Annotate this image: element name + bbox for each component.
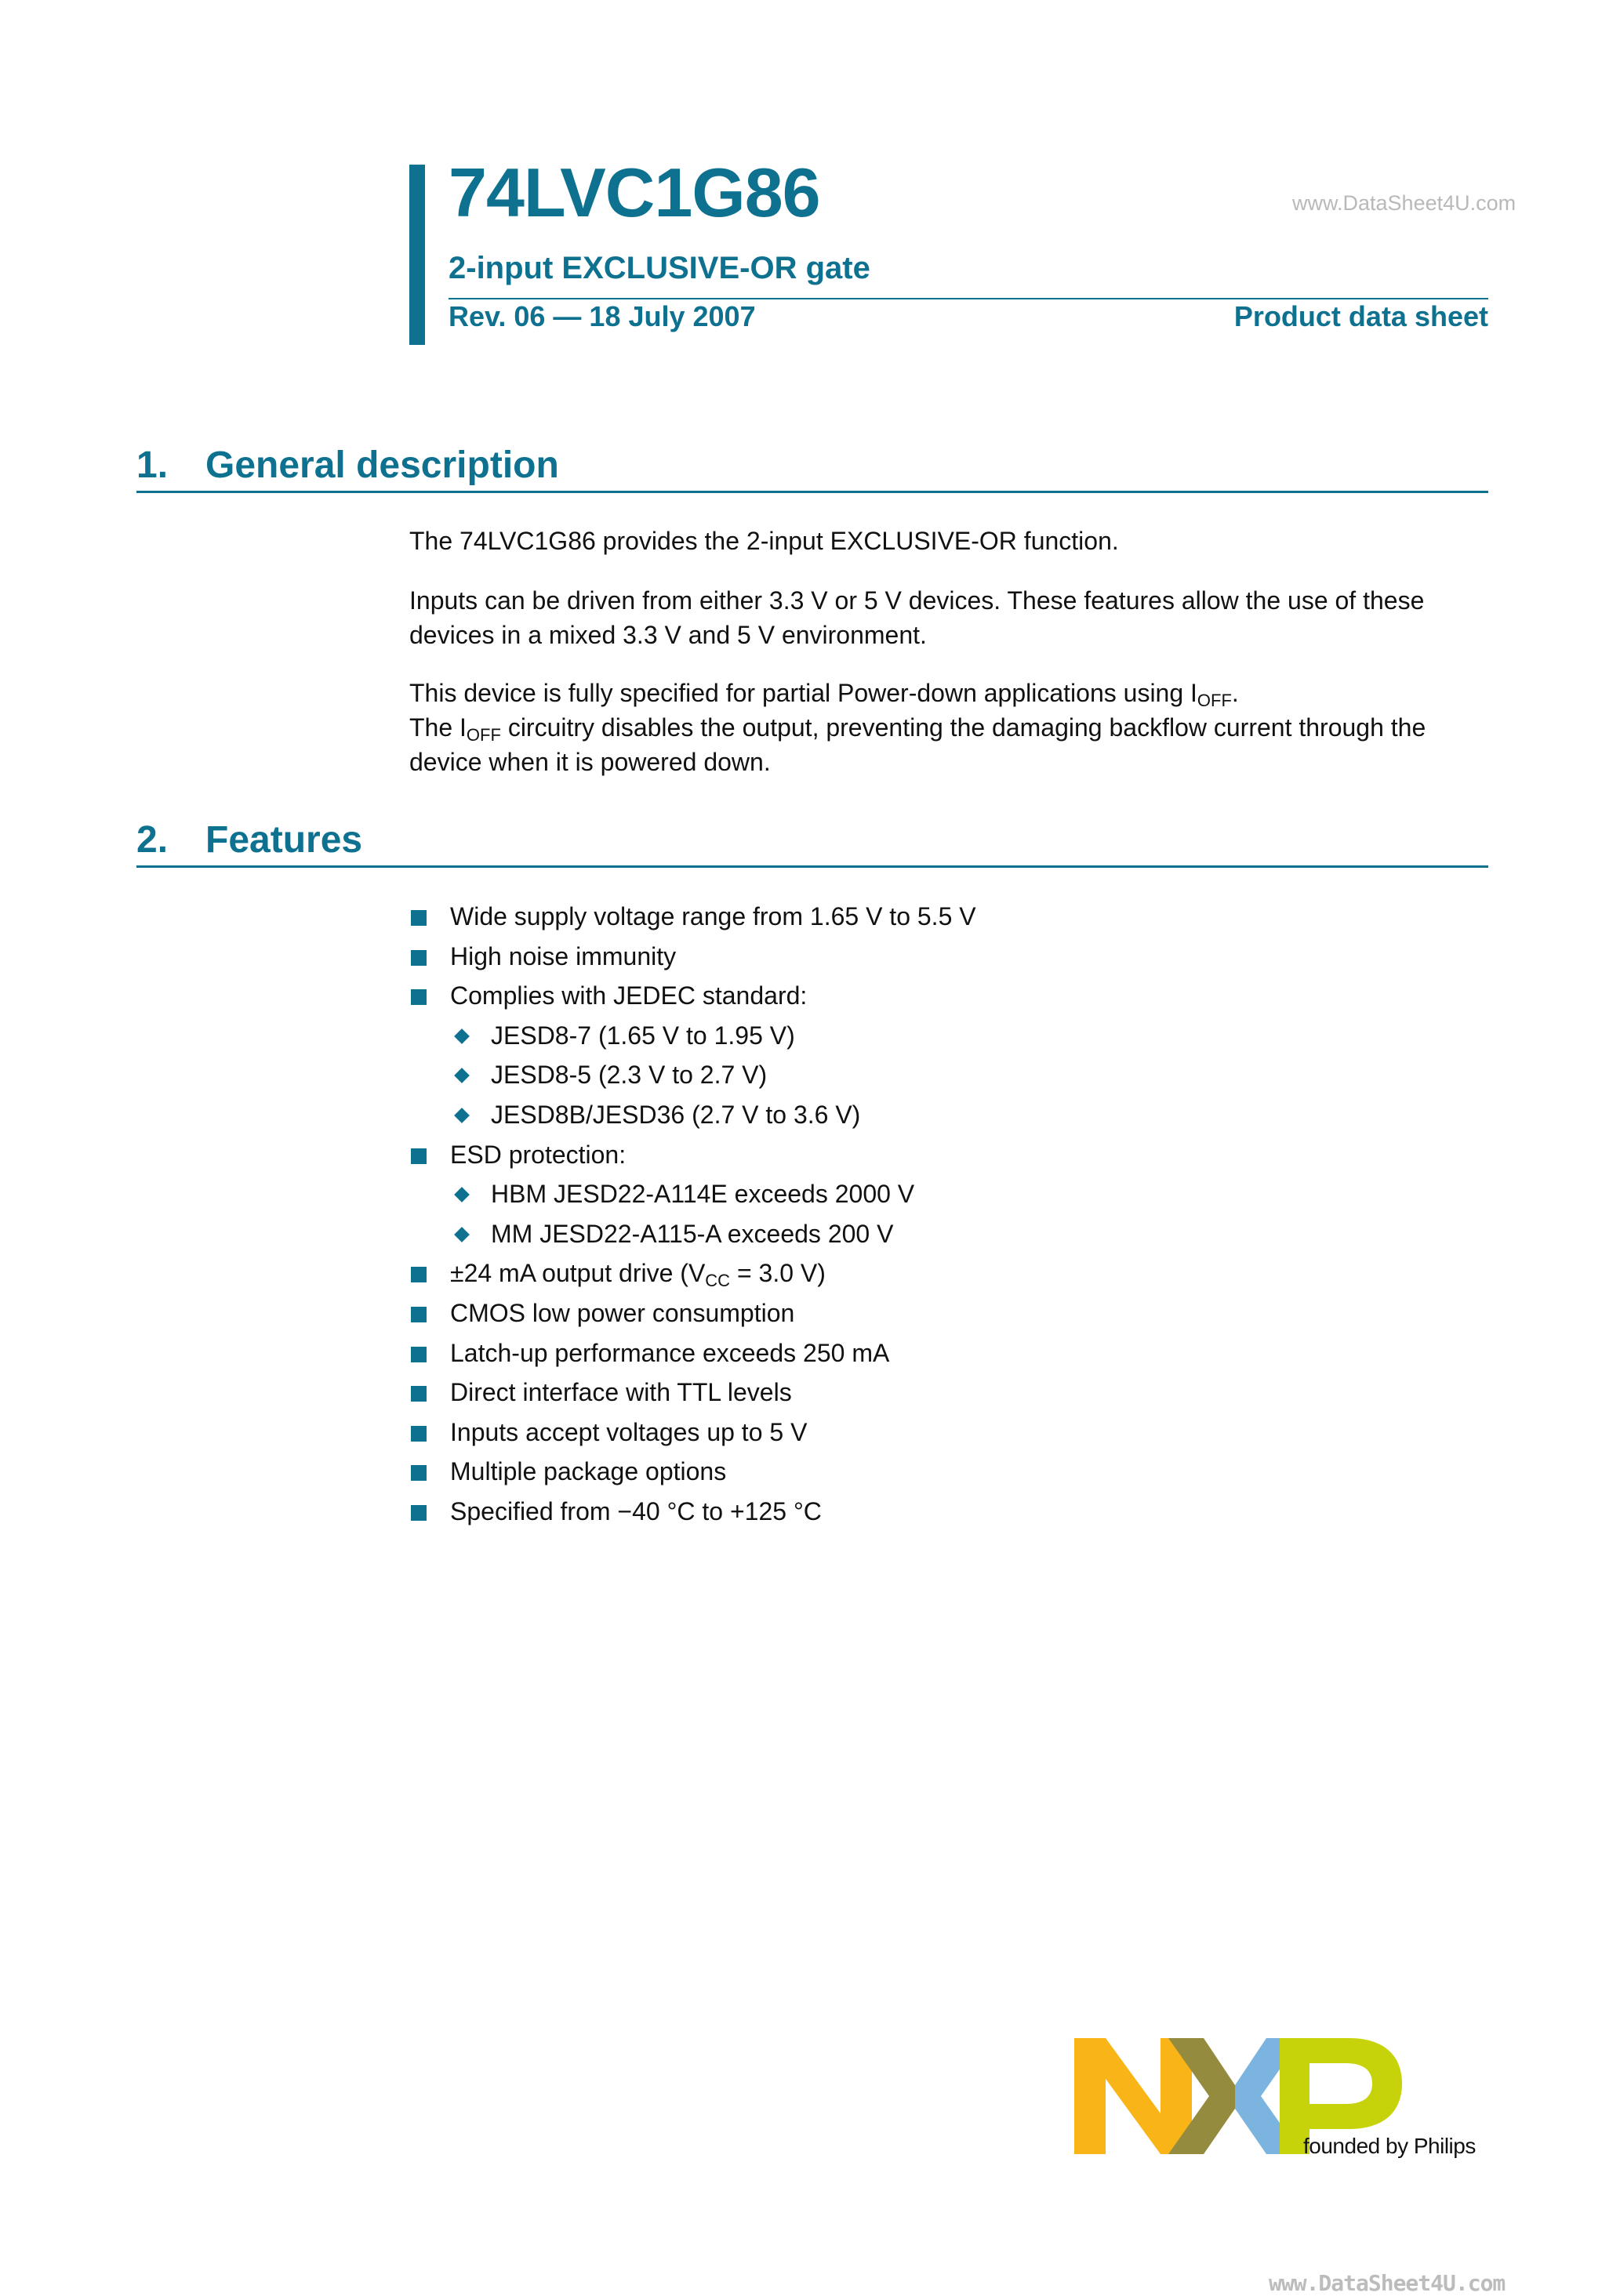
square-bullet-icon xyxy=(411,1347,427,1362)
square-bullet-icon xyxy=(411,989,427,1005)
section-title: Features xyxy=(205,819,363,861)
section-number: 1. xyxy=(136,444,169,486)
section-heading-features xyxy=(136,815,1488,868)
section-number: 2. xyxy=(136,819,169,861)
list-item-text: MM JESD22-A115-A exceeds 200 V xyxy=(491,1219,894,1248)
square-bullet-icon xyxy=(411,1148,427,1164)
list-item-text xyxy=(450,1253,826,1293)
list-item xyxy=(409,1333,1491,1373)
square-bullet-icon xyxy=(411,1465,427,1481)
sub-list-item xyxy=(409,1055,1491,1095)
watermark-bottom: www.DataSheet4U.com xyxy=(1269,2270,1506,2296)
paragraph: Inputs can be driven from either 3.3 V or 5 V devices. These features allow the use of these devices in a mixed 3.3 V and 5 V environment. xyxy=(409,586,1425,649)
square-bullet-icon xyxy=(411,1505,427,1521)
list-item xyxy=(409,1492,1491,1532)
square-bullet-icon xyxy=(411,1267,427,1282)
document-title: 74LVC1G86 xyxy=(449,154,820,231)
list-item xyxy=(409,1413,1491,1453)
features-list xyxy=(409,897,1491,1532)
diamond-bullet-icon xyxy=(454,1028,470,1044)
list-item-text: Specified from −40 °C to +125 °C xyxy=(450,1496,822,1525)
square-bullet-icon xyxy=(411,1426,427,1442)
list-item xyxy=(409,976,1491,1016)
list-item-text: JESD8-7 (1.65 V to 1.95 V) xyxy=(491,1021,795,1050)
list-item-text: ESD protection: xyxy=(450,1140,627,1169)
list-item-text: Multiple package options xyxy=(450,1457,727,1486)
text-run: ±24 mA output drive (V xyxy=(450,1259,706,1288)
document-subtitle: 2-input EXCLUSIVE-OR gate xyxy=(449,251,870,285)
list-item-text: High noise immunity xyxy=(450,941,677,970)
list-item-text: Latch-up performance exceeds 250 mA xyxy=(450,1338,890,1367)
section-title: General description xyxy=(205,444,559,486)
square-bullet-icon xyxy=(411,1307,427,1322)
document-type: Product data sheet xyxy=(1233,300,1488,332)
sub-list-item xyxy=(409,1214,1491,1254)
list-item-text: JESD8-5 (2.3 V to 2.7 V) xyxy=(491,1061,768,1090)
diamond-bullet-icon xyxy=(454,1187,470,1202)
text-run: The I xyxy=(409,713,467,742)
text-run: . xyxy=(1231,679,1239,707)
list-item-text: Inputs accept voltages up to 5 V xyxy=(450,1417,808,1446)
list-item-text: JESD8B/JESD36 (2.7 V to 3.6 V) xyxy=(491,1100,861,1129)
list-item-text: Direct interface with TTL levels xyxy=(450,1378,792,1407)
subscript: OFF xyxy=(466,725,501,745)
list-item xyxy=(409,1373,1491,1413)
revision-line: Rev. 06 — 18 July 2007 xyxy=(449,300,756,332)
text-run: = 3.0 V) xyxy=(730,1259,826,1288)
section-heading-general-description xyxy=(136,441,1488,493)
text-run: This device is fully specified for partial Power-down applications using I xyxy=(409,679,1197,707)
list-item xyxy=(409,1293,1491,1333)
paragraph-ioff xyxy=(409,676,1491,779)
square-bullet-icon xyxy=(411,910,427,926)
subscript: CC xyxy=(705,1271,731,1291)
sub-list-item xyxy=(409,1095,1491,1135)
list-item xyxy=(409,937,1491,977)
list-item xyxy=(409,1452,1491,1492)
square-bullet-icon xyxy=(411,950,427,966)
header-accent-bar xyxy=(409,165,425,345)
founded-by-philips-text: founded by Philips xyxy=(1303,2134,1476,2158)
paragraph: The 74LVC1G86 provides the 2-input EXCLUSIVE-OR function. xyxy=(409,527,1119,555)
list-item-text: HBM JESD22-A114E exceeds 2000 V xyxy=(491,1180,915,1209)
diamond-bullet-icon xyxy=(454,1068,470,1083)
list-item-text: Wide supply voltage range from 1.65 V to 5.5 V xyxy=(450,902,976,930)
list-item xyxy=(409,897,1491,937)
sub-list-item xyxy=(409,1016,1491,1056)
logo-n-shape xyxy=(1074,2038,1192,2154)
list-item xyxy=(409,1253,1491,1293)
square-bullet-icon xyxy=(411,1386,427,1402)
header-divider xyxy=(449,298,1488,299)
list-item-text: CMOS low power consumption xyxy=(450,1298,795,1327)
list-item xyxy=(409,1135,1491,1175)
sub-list-item xyxy=(409,1174,1491,1214)
subscript: OFF xyxy=(1197,691,1232,710)
list-item-text: Complies with JEDEC standard: xyxy=(450,981,808,1010)
diamond-bullet-icon xyxy=(454,1227,470,1242)
diamond-bullet-icon xyxy=(454,1108,470,1123)
text-run: circuitry disables the output, preventing the damaging backflow current through the device when it is powered down. xyxy=(409,713,1426,776)
watermark-top: www.DataSheet4U.com xyxy=(1292,191,1516,215)
